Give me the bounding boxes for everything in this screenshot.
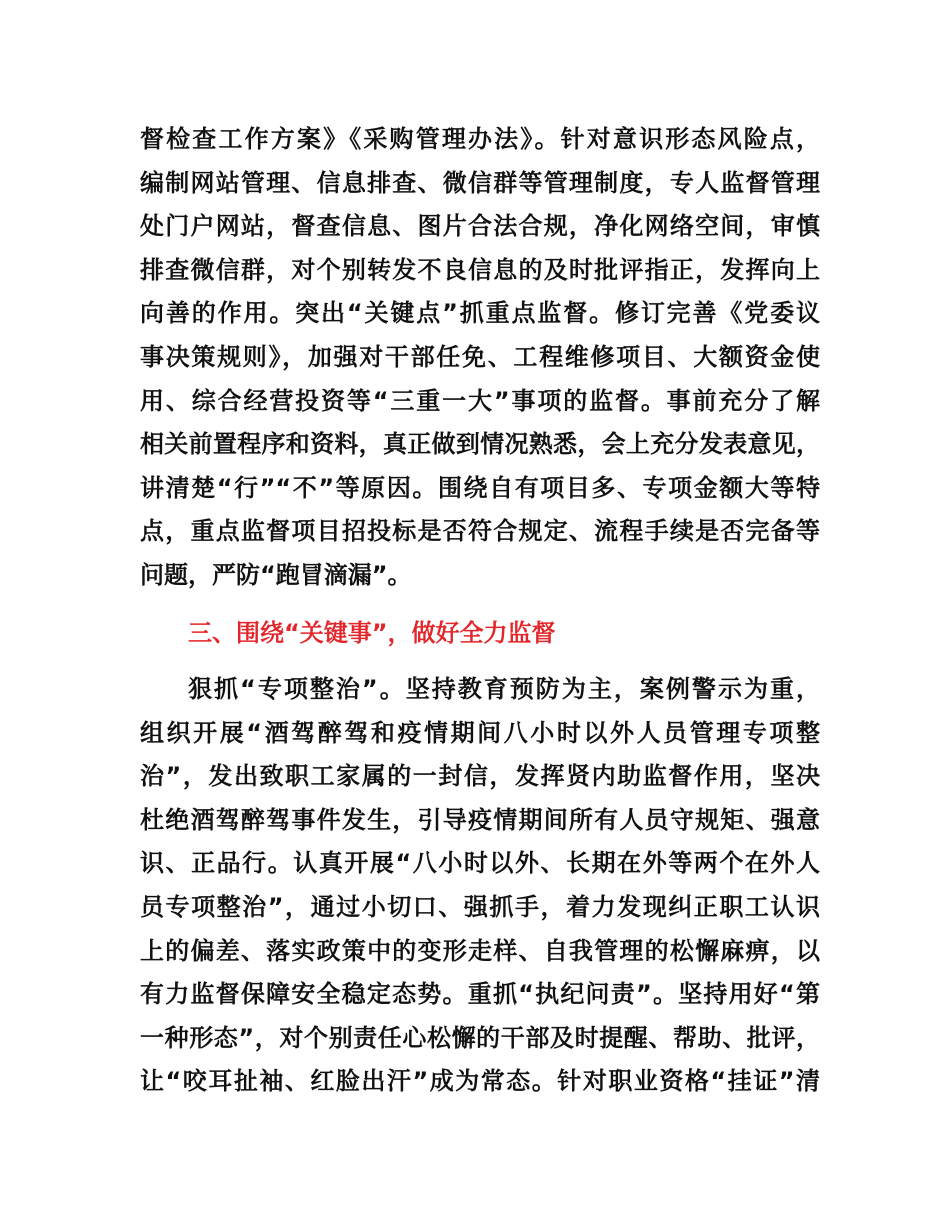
text-line: 排查微信群，对个别转发不良信息的及时批评指正，发挥向上 <box>140 255 820 284</box>
text-line: 处门户网站，督查信息、图片合法合规，净化网络空间，审慎 <box>140 212 820 241</box>
text-line: 编制网站管理、信息排查、微信群等管理制度，专人监督管理 <box>140 168 820 197</box>
text-line: 向善的作用。突出“关键点”抓重点监督。修订完善《党委议 <box>140 299 820 328</box>
paragraph-section-three <box>140 668 820 1104</box>
text-line: 识、正品行。认真开展“八小时以外、长期在外等两个在外人 <box>140 849 820 878</box>
text-line: 有力监督保障安全稳定态势。重抓“执纪问责”。坚持用好“第 <box>140 980 820 1009</box>
text-line: 一种形态”，对个别责任心松懈的干部及时提醒、帮助、批评， <box>140 1023 820 1052</box>
text-line: 杜绝酒驾醉驾事件发生，引导疫情期间所有人员守规矩、强意 <box>140 805 820 834</box>
text-line: 治”，发出致职工家属的一封信，发挥贤内助监督作用，坚决 <box>140 762 820 791</box>
text-line: 狠抓“专项整治”。坚持教育预防为主，案例警示为重， <box>188 675 820 703</box>
text-line: 问题，严防“跑冒滴漏”。 <box>140 560 412 589</box>
text-line: 让“咬耳扯袖、红脸出汗”成为常态。针对职业资格“挂证”清 <box>140 1067 820 1096</box>
text-line: 相关前置程序和资料，真正做到情况熟悉，会上充分发表意见， <box>140 430 820 459</box>
text-line: 上的偏差、落实政策中的变形走样、自我管理的松懈麻痹，以 <box>140 936 820 965</box>
text-line: 员专项整治”，通过小切口、强抓手，着力发现纠正职工认识 <box>140 892 820 921</box>
text-line: 组织开展“酒驾醉驾和疫情期间八小时以外人员管理专项整 <box>140 718 820 747</box>
paragraph-continued <box>140 118 820 598</box>
section-heading: 三、围绕“关键事”，做好全力监督 <box>188 619 556 647</box>
text-line: 用、综合经营投资等“三重一大”事项的监督。事前充分了解 <box>140 386 820 415</box>
text-line: 讲清楚“行”“不”等原因。围绕自有项目多、专项金额大等特 <box>140 473 820 502</box>
text-line: 点，重点监督项目招投标是否符合规定、流程手续是否完备等 <box>140 517 820 546</box>
text-line: 事决策规则》，加强对干部任免、工程维修项目、大额资金使 <box>140 342 820 371</box>
text-line: 督检查工作方案》《采购管理办法》。针对意识形态风险点， <box>140 125 820 153</box>
